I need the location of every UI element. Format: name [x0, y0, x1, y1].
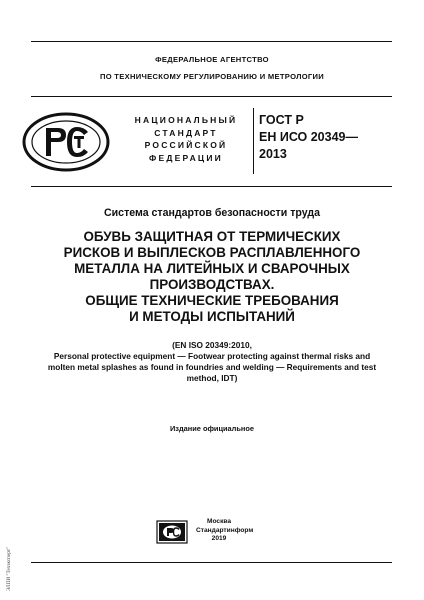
publisher-city: Москва — [206, 518, 232, 525]
designation-line: ЕН ИСО 20349— — [259, 130, 358, 144]
english-line: molten metal splashes as found in foundries and welding — Requirements and test — [47, 362, 377, 372]
designation-line: ГОСТ Р — [259, 113, 304, 127]
designation-line: 2013 — [259, 147, 287, 161]
national-standard-line: НАЦИОНАЛЬНЫЙ — [134, 115, 238, 125]
title-line: ПРОИЗВОДСТВАХ. — [149, 277, 275, 292]
english-reference — [28, 340, 396, 384]
national-standard-line: РОССИЙСКОЙ — [144, 140, 228, 150]
header-bottom-rule — [31, 186, 392, 187]
national-standard-line: СТАНДАРТ — [154, 127, 218, 138]
agency-line-1: ФЕДЕРАЛЬНОЕ АГЕНТСТВО — [155, 55, 269, 64]
techexpert-watermark — [3, 536, 13, 592]
official-edition-label: Издание официальное — [169, 424, 254, 433]
watermark-text: ЭЛПИ "Техэксперт" — [6, 546, 12, 591]
agency-line-2: ПО ТЕХНИЧЕСКОМУ РЕГУЛИРОВАНИЮ И МЕТРОЛОГИИ — [99, 72, 325, 81]
national-standard-label — [122, 114, 250, 164]
bottom-rule — [31, 562, 392, 563]
english-line: method, IDT) — [186, 373, 238, 383]
national-standard-line: ФЕДЕРАЦИИ — [149, 152, 223, 163]
publisher-name: Стандартинформ — [196, 526, 254, 534]
header-top-rule — [31, 96, 392, 97]
gost-r-logo-icon — [22, 112, 110, 172]
title-line: ОБУВЬ ЗАЩИТНАЯ ОТ ТЕРМИЧЕСКИХ — [83, 229, 341, 244]
standards-series: Система стандартов безопасности труда — [104, 207, 320, 219]
title-line: РИСКОВ И ВЫПЛЕСКОВ РАСПЛАВЛЕННОГО — [63, 245, 361, 260]
standartinform-logo-icon — [156, 520, 188, 544]
title-line: ОБЩИЕ ТЕХНИЧЕСКИЕ ТРЕБОВАНИЯ — [85, 293, 339, 308]
standard-designation — [259, 112, 358, 163]
english-line: (EN ISO 20349:2010, — [172, 340, 252, 350]
document-title — [30, 229, 394, 325]
publication-year: 2019 — [211, 535, 227, 542]
header-divider — [253, 108, 254, 174]
publisher-info — [196, 518, 254, 544]
title-line: И МЕТОДЫ ИСПЫТАНИЙ — [129, 309, 295, 324]
top-rule — [31, 41, 392, 42]
title-line: МЕТАЛЛА НА ЛИТЕЙНЫХ И СВАРОЧНЫХ — [74, 261, 350, 276]
english-line: Personal protective equipment — Footwear protecting against thermal risks and — [53, 351, 371, 361]
